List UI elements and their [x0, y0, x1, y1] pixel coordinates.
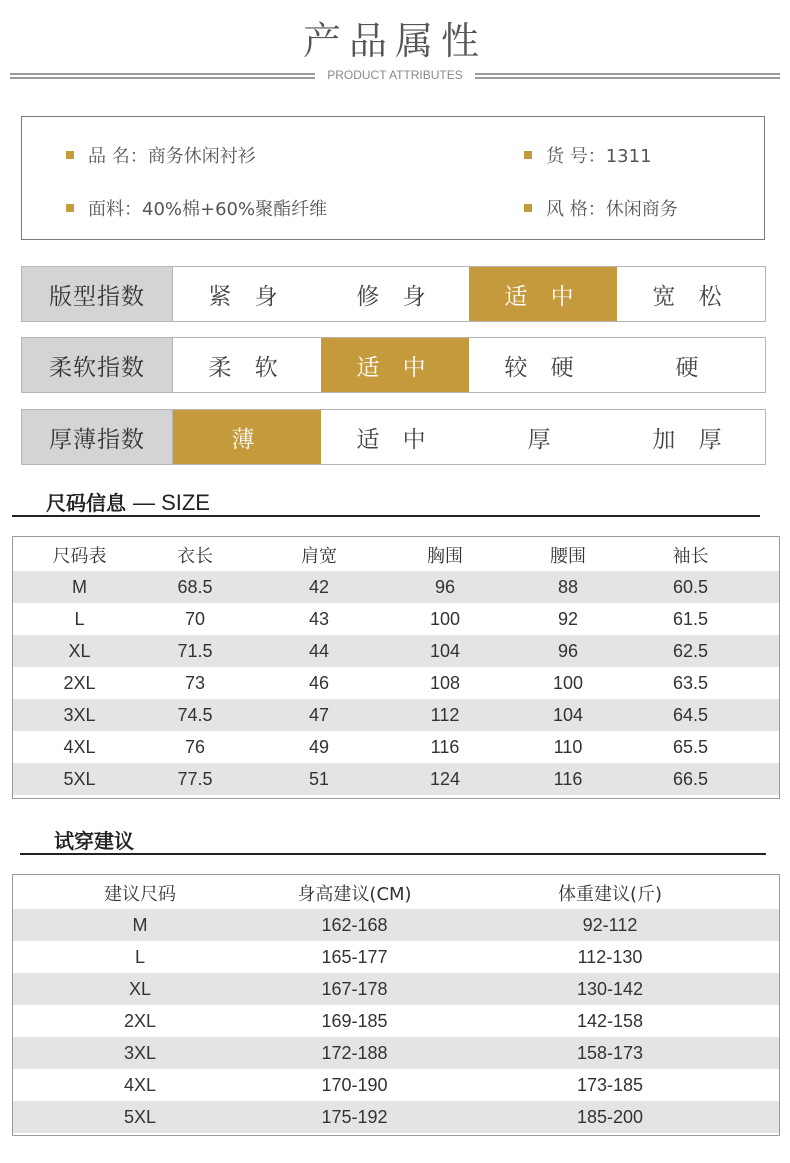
- table-cell: 73: [184, 672, 206, 693]
- table-cell: 71.5: [177, 640, 213, 661]
- attribute-item-number: [524, 142, 652, 168]
- table-cell: 100: [429, 608, 461, 629]
- attribute-label: 品 名：: [88, 146, 148, 167]
- table-cell: 100: [552, 672, 584, 693]
- attribute-label: 货 号：: [546, 146, 606, 167]
- attributes-box: [21, 116, 765, 240]
- fit-section-divider: [20, 853, 766, 855]
- table-cell: 4XL: [123, 1074, 157, 1095]
- table-header-row: [13, 539, 779, 571]
- attribute-style: [524, 195, 678, 221]
- softness-index-row: [21, 337, 766, 393]
- table-cell: 70: [184, 608, 206, 629]
- table-header-cell: 身高建议(CM): [297, 884, 412, 905]
- table-row: [13, 1037, 779, 1069]
- table-cell: 162-168: [321, 914, 388, 935]
- table-header-cell: 建议尺码: [104, 884, 176, 905]
- table-cell: 42: [308, 576, 330, 597]
- size-table: [12, 536, 780, 799]
- table-cell: 60.5: [672, 576, 709, 597]
- table-cell: 47: [308, 704, 330, 725]
- divider-left: [10, 73, 315, 79]
- table-cell: 74.5: [177, 704, 213, 725]
- index-option: 适 中: [356, 426, 434, 453]
- table-cell: 142-158: [576, 1010, 644, 1031]
- table-cell: 4XL: [63, 736, 96, 757]
- table-cell: 185-200: [576, 1106, 644, 1127]
- page-subtitle: PRODUCT ATTRIBUTES: [327, 68, 463, 82]
- table-cell: 104: [429, 640, 461, 661]
- table-cell: 76: [184, 736, 206, 757]
- index-option: 适 中: [321, 338, 469, 392]
- index-option: 修 身: [356, 283, 434, 310]
- table-row: [13, 667, 779, 699]
- index-label: 厚薄指数: [22, 410, 173, 464]
- table-cell: 61.5: [672, 608, 709, 629]
- index-option: 宽 松: [652, 283, 730, 310]
- table-cell: 110: [553, 736, 583, 757]
- table-cell: 96: [434, 576, 456, 597]
- table-header-row: [13, 877, 779, 909]
- table-header-cell: 袖长: [672, 546, 709, 567]
- table-cell: 66.5: [672, 768, 709, 789]
- table-cell: 108: [429, 672, 461, 693]
- table-cell: 116: [430, 736, 460, 757]
- table-header-cell: 体重建议(斤): [557, 884, 663, 905]
- table-cell: 49: [308, 736, 330, 757]
- page-title: 产品属性: [302, 19, 487, 63]
- table-cell: 2XL: [63, 672, 96, 693]
- table-cell: 63.5: [672, 672, 709, 693]
- attribute-product-name: [66, 142, 256, 168]
- table-cell: 3XL: [123, 1042, 157, 1063]
- table-header-cell: 肩宽: [301, 546, 337, 567]
- table-header-cell: 腰围: [550, 546, 586, 567]
- index-label: 版型指数: [22, 267, 173, 321]
- index-option: 加 厚: [652, 426, 730, 453]
- table-row: [13, 635, 779, 667]
- table-header-cell: 衣长: [177, 546, 213, 567]
- index-option: 较 硬: [504, 354, 582, 381]
- table-cell: M: [132, 914, 148, 935]
- table-cell: 104: [552, 704, 584, 725]
- table-cell: 96: [557, 640, 579, 661]
- table-cell: 92-112: [582, 914, 638, 935]
- fit-index-row: [21, 266, 766, 322]
- square-bullet-icon: [524, 204, 532, 212]
- table-row: [13, 1069, 779, 1101]
- table-cell: 46: [308, 672, 330, 693]
- fit-table: [12, 874, 780, 1136]
- attribute-value: 1311: [605, 146, 652, 167]
- table-cell: 172-188: [321, 1042, 388, 1063]
- square-bullet-icon: [66, 151, 74, 159]
- index-option: 硬: [675, 354, 707, 381]
- table-cell: 167-178: [321, 978, 388, 999]
- index-option: 柔 软: [208, 354, 286, 381]
- index-option: 厚: [527, 426, 559, 453]
- table-cell: 130-142: [576, 978, 644, 999]
- table-cell: L: [134, 946, 145, 967]
- table-cell: 68.5: [177, 576, 213, 597]
- table-cell: 175-192: [321, 1106, 388, 1127]
- table-row: [13, 699, 779, 731]
- attribute-fabric: [66, 195, 327, 221]
- table-cell: 2XL: [123, 1010, 157, 1031]
- thickness-index-row: [21, 409, 766, 465]
- table-cell: XL: [128, 978, 152, 999]
- table-row: [13, 571, 779, 603]
- table-cell: 5XL: [63, 768, 96, 789]
- table-cell: M: [72, 576, 87, 597]
- size-section-heading: [46, 487, 210, 516]
- table-cell: 77.5: [177, 768, 213, 789]
- table-row: [13, 941, 779, 973]
- table-cell: 158-173: [576, 1042, 644, 1063]
- table-row: [13, 763, 779, 795]
- fit-section-heading: 试穿建议: [54, 829, 134, 853]
- size-section-divider: [12, 515, 760, 517]
- index-label: 柔软指数: [22, 338, 173, 392]
- index-option: 紧 身: [208, 283, 286, 310]
- divider-right: [475, 73, 780, 79]
- attribute-value: 商务休闲衬衫: [147, 146, 256, 167]
- attribute-label: 面料：: [88, 199, 142, 220]
- table-cell: 112-130: [577, 946, 643, 967]
- table-cell: 124: [429, 768, 461, 789]
- attribute-label: 风 格：: [546, 199, 606, 220]
- square-bullet-icon: [524, 151, 532, 159]
- index-option: 薄: [173, 410, 321, 464]
- table-header-cell: 尺码表: [52, 546, 107, 567]
- table-row: [13, 909, 779, 941]
- index-option: 适 中: [469, 267, 617, 321]
- table-cell: 51: [308, 768, 330, 789]
- table-cell: 44: [308, 640, 330, 661]
- table-cell: XL: [68, 640, 91, 661]
- table-row: [13, 603, 779, 635]
- attribute-value: 40%棉+60%聚酯纤维: [142, 199, 328, 220]
- table-cell: 116: [553, 768, 583, 789]
- table-header-cell: 胸围: [427, 546, 463, 567]
- size-heading-en: — SIZE: [132, 490, 210, 515]
- table-row: [13, 731, 779, 763]
- table-cell: 173-185: [576, 1074, 644, 1095]
- table-cell: 65.5: [672, 736, 709, 757]
- table-row: [13, 973, 779, 1005]
- table-cell: 169-185: [321, 1010, 388, 1031]
- size-heading-cn: 尺码信息: [46, 491, 126, 515]
- table-cell: 62.5: [672, 640, 709, 661]
- table-cell: 170-190: [321, 1074, 388, 1095]
- table-row: [13, 1101, 779, 1133]
- table-cell: 5XL: [123, 1106, 157, 1127]
- table-cell: 88: [557, 576, 579, 597]
- table-cell: 43: [308, 608, 330, 629]
- table-cell: 165-177: [321, 946, 388, 967]
- square-bullet-icon: [66, 204, 74, 212]
- subtitle-rule: [10, 70, 780, 82]
- table-cell: 92: [557, 608, 579, 629]
- table-cell: 3XL: [63, 704, 96, 725]
- table-cell: L: [74, 608, 85, 629]
- table-cell: 112: [430, 704, 460, 725]
- attribute-value: 休闲商务: [605, 199, 678, 220]
- table-cell: 64.5: [672, 704, 709, 725]
- table-row: [13, 1005, 779, 1037]
